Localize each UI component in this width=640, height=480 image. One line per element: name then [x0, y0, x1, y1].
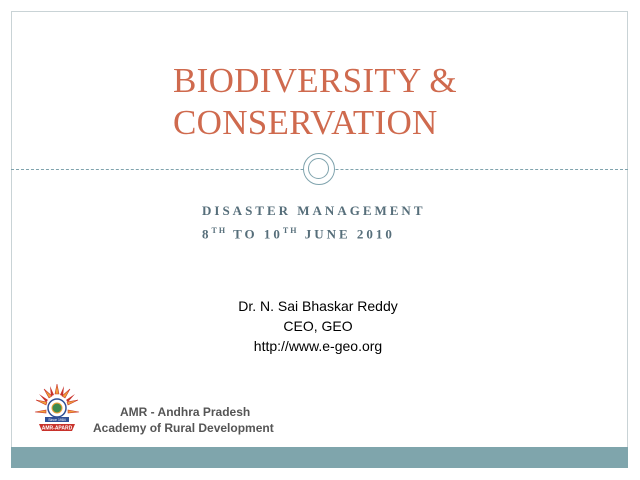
organization-name [93, 404, 333, 436]
subtitle [202, 201, 502, 244]
date-day-2: 10 [263, 226, 283, 242]
author-name: Dr. N. Sai Bhaskar Reddy [238, 298, 398, 314]
divider-ring-inner [308, 158, 329, 179]
subtitle-line-1: DISASTER MANAGEMENT [202, 203, 426, 218]
date-sup-1: TH [211, 226, 228, 235]
date-sup-2: TH [282, 226, 299, 235]
date-day-1: 8 [202, 226, 212, 242]
title-line-2: CONSERVATION [173, 103, 438, 142]
logo-name-text: AMR-APARD [41, 425, 73, 432]
logo-since-text: Since 1984 [48, 418, 66, 422]
title-line-1: BIODIVERSITY & [173, 61, 457, 100]
bottom-accent-bar [11, 447, 628, 468]
author-url: http://www.e-geo.org [253, 338, 383, 354]
author-block [218, 296, 418, 356]
divider-ring-icon [303, 153, 335, 185]
amr-apard-logo [33, 382, 81, 434]
subtitle-date [202, 221, 502, 244]
org-line-2: Academy of Rural Development [93, 421, 274, 435]
slide-title [173, 60, 613, 144]
date-rest: JUNE 2010 [304, 226, 395, 242]
author-role: CEO, GEO [283, 318, 353, 334]
date-to: TO [233, 226, 258, 242]
org-line-1: AMR - Andhra Pradesh [120, 405, 251, 419]
